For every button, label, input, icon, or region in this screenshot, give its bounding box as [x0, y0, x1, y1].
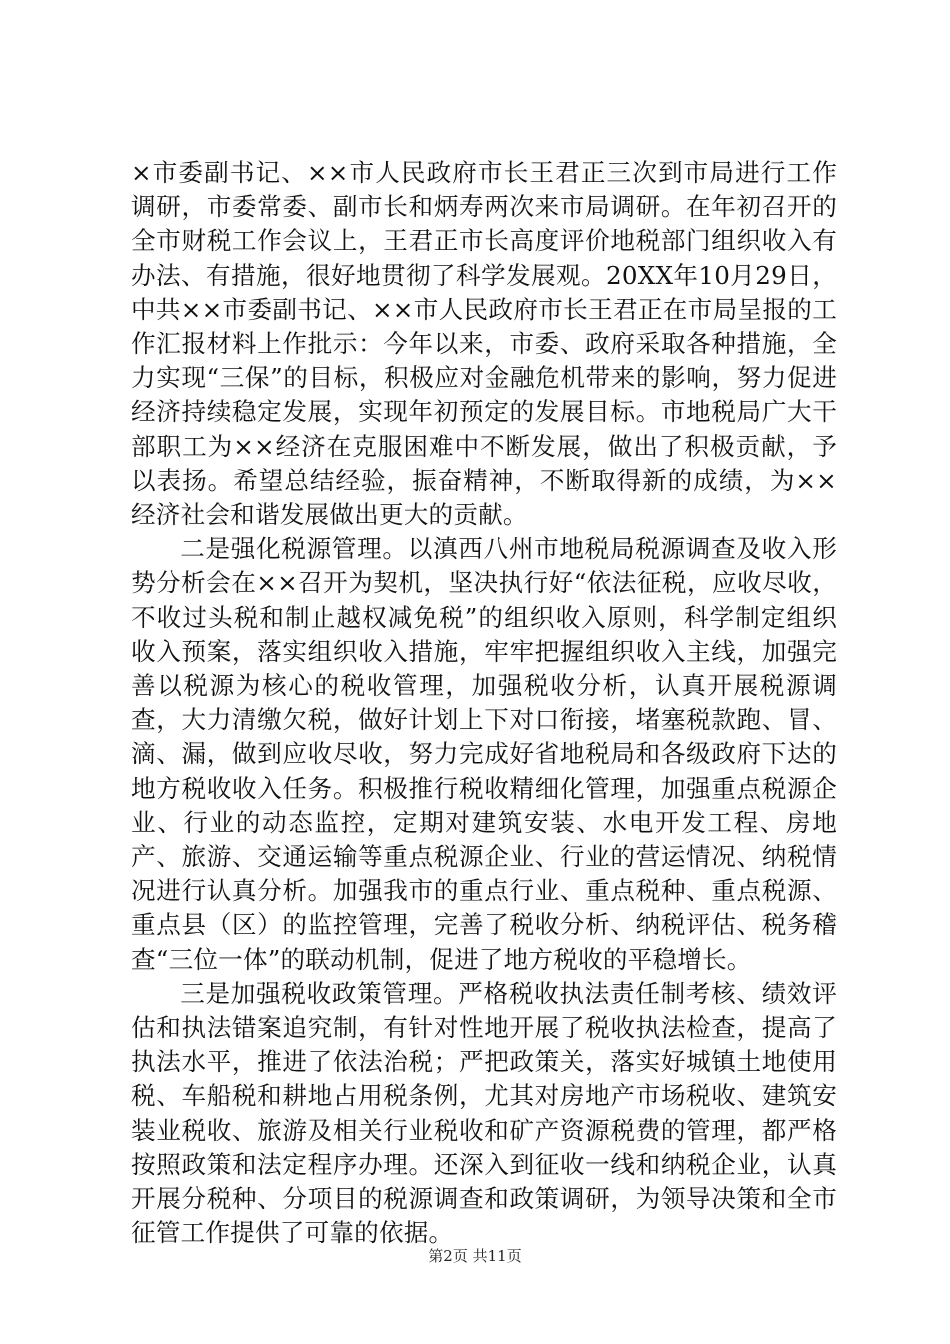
paragraph-tax-source-management: 二是强化税源管理。以滇西八州市地税局税源调查及收入形势分析会在××召开为契机，坚决执行好“依法征税，应收尽收，不收过头税和制止越权减免税”的组织收入原则，科学制定组织收入预案，落实组织收入措施，牢牢把握组织收入主线，加强完善以税源为核心的税收管理，加强税收分析，认真开展税源调查，大力清缴欠税，做好计划上下对口衔接，堵塞税款跑、冒、滴、漏，做到应收尽收，努力完成好省地税局和各级政府下达的地方税收收入任务。积极推行税收精细化管理，加强重点税源企业、行业的动态监控，定期对建筑安装、水电开发工程、房地产、旅游、交通运输等重点税源企业、行业的营运情况、纳税情况进行认真分析。加强我市的重点行业、重点税种、重点税源、重点县（区）的监控管理，完善了税收分析、纳税评估、税务稽查“三位一体”的联动机制，促进了地方税收的平稳增长。: [131, 534, 837, 974]
paragraph-tax-policy-management: 三是加强税收政策管理。严格税收执法责任制考核、绩效评估和执法错案追究制，有针对性地开展了税收执法检查，提高了执法水平，推进了依法治税；严把政策关，落实好城镇土地使用税、车船税和耕地占用税条例，尤其对房地产市场税收、建筑安装业税收、旅游及相关行业税收和矿产资源税费的管理，都严格按照政策和法定程序办理。还深入到征收一线和纳税企业，认真开展分税种、分项目的税源调查和政策调研，为领导决策和全市征管工作提供了可靠的依据。: [131, 978, 837, 1248]
document-body: [131, 156, 837, 1251]
paragraph-continued: ×市委副书记、××市人民政府市长王君正三次到市局进行工作调研，市委常委、副市长和炳寿两次来市局调研。在年初召开的全市财税工作会议上，王君正市长高度评价地税部门组织收入有办法、有措施，很好地贯彻了科学发展观。20XX年10月29日，中共××市委副书记、××市人民政府市长王君正在市局呈报的工作汇报材料上作批示：今年以来，市委、政府采取各种措施，全力实现“三保”的目标，积极应对金融危机带来的影响，努力促进经济持续稳定发展，实现年初预定的发展目标。市地税局广大干部职工为××经济在克服困难中不断发展，做出了积极贡献，予以表扬。希望总结经验，振奋精神，不断取得新的成绩，为××经济社会和谐发展做出更大的贡献。: [131, 158, 837, 530]
page-number-footer: 第2页 共11页: [428, 1247, 522, 1265]
